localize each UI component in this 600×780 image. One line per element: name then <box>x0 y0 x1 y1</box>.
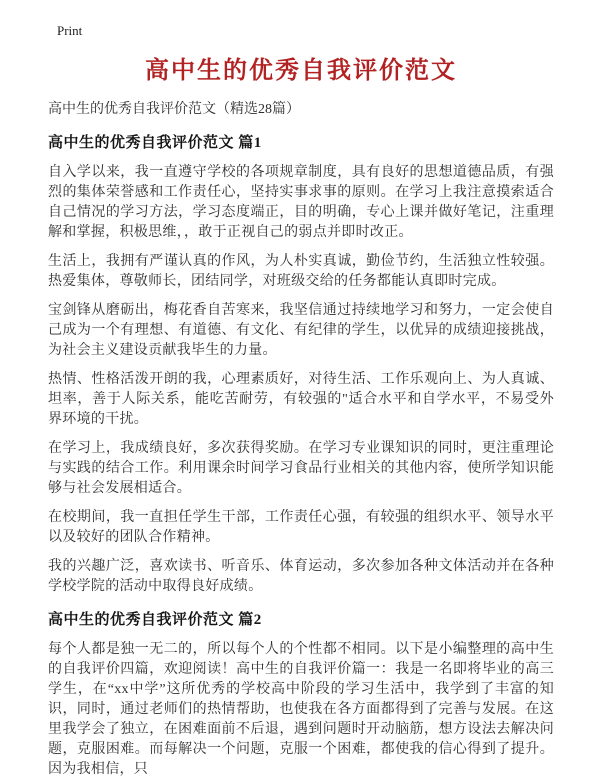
section-heading: 高中生的优秀自我评价范文 篇1 <box>48 135 262 151</box>
paragraph: 热情、性格活泼开朗的我，心理素质好，对待生活、工作乐观向上、为人真诚、坦率，善于人际关系，能吃苦耐劳，有较强的"适合水平和自学水平，不易受外界环境的干扰。 <box>48 372 554 427</box>
page-title: 高中生的优秀自我评价范文 <box>145 58 457 84</box>
paragraph: 宝剑锋从磨砺出，梅花香自苦寒来，我坚信通过持续地学习和努力，一定会使自己成为一个有理想、有道德、有文化、有纪律的学生，以优异的成绩迎接挑战，为社会主义建设贡献我毕生的力量。 <box>48 303 554 358</box>
paragraph: 在校期间，我一直担任学生干部，工作责任心强，有较强的组织水平、领导水平以及较好的团队合作精神。 <box>48 510 554 545</box>
paragraph: 我的兴趣广泛，喜欢读书、听音乐、体育运动，多次参加各种文体活动并在各种学校学院的活动中取得良好成绩。 <box>48 559 554 594</box>
article-body <box>48 133 554 780</box>
paragraph: 每个人都是独一无二的，所以每个人的个性都不相同。以下是小编整理的高中生的自我评价四篇，欢迎阅读！高中生的自我评价篇一：我是一名即将毕业的高三学生，在“xx中学”这所优秀的学校高中阶段的学习生活中，我学到了丰富的知识，同时，通过老师们的热情帮助，也使我在各方面都得到了完善与发展。在这里我学会了独立，在困难面前不后退，遇到问题时开动脑筋，想方设法去解决问题，克服困难。而每解决一个问题，克服一个困难，都使我的信心得到了提升。因为我相信，只 <box>48 642 554 777</box>
paragraph: 在学习上，我成绩良好，多次获得奖励。在学习专业课知识的同时，更注重理论与实践的结合工作。利用课余时间学习食品行业相关的其他内容，使所学知识能够与社会发展相适合。 <box>48 441 554 496</box>
subtitle: 高中生的优秀自我评价范文（精选28篇） <box>48 102 300 117</box>
section-heading: 高中生的优秀自我评价范文 篇2 <box>48 612 262 628</box>
paragraph: 自入学以来，我一直遵守学校的各项规章制度，具有良好的思想道德品质，有强烈的集体荣誉感和工作责任心，坚持实事求事的原则。在学习上我注意摸索适合自己情况的学习方法，学习态度端正，目的明确，专心上课并做好笔记，注重理解和掌握，积极思维，，敢于正视自己的弱点并即时改正。 <box>48 165 554 240</box>
print-link[interactable]: Print <box>57 23 83 38</box>
paragraph: 生活上，我拥有严谨认真的作风，为人朴实真诚，勤俭节约，生活独立性较强。热爱集体，尊敬师长，团结同学，对班级交给的任务都能认真即时完成。 <box>48 254 554 289</box>
